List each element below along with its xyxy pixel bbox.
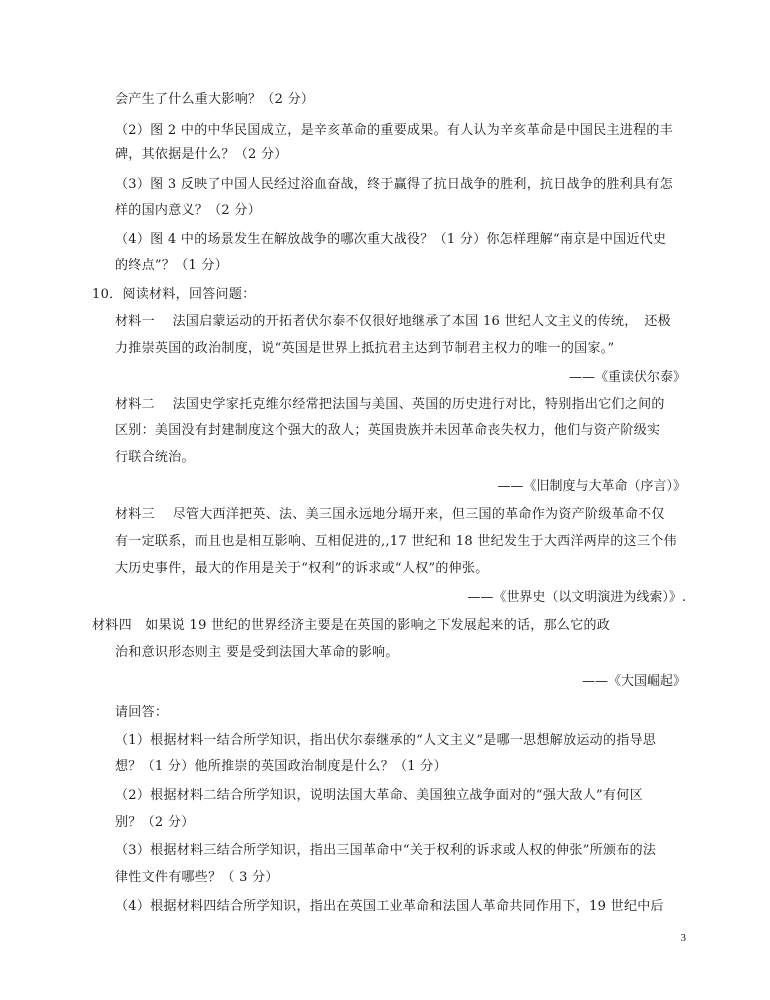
question-10-heading: 10．阅读材料，回答问题： [92, 287, 256, 302]
text-line: 治和意识形态则主 要是受到法国大革命的影响。 [115, 645, 399, 660]
text-line: 有一定联系，而且也是相互影响、互相促进的,,17 世纪和 18 世纪发生于大西洋两岸的这三个伟 [115, 534, 677, 549]
text-line: （4）图 4 中的场景发生在解放战争的哪次重大战役？（1 分）你怎样理解“南京是中国近代史 [115, 232, 667, 247]
text-line: （3）图 3 反映了中国人民经过浴血奋战，终于赢得了抗日战争的胜利，抗日战争的胜利具有怎 [115, 177, 674, 192]
text-line: （3）根据材料三结合所学知识，指出三国革命中“关于权利的诉求或人权的伸张”所颁布的法 [115, 843, 657, 858]
text-line: 样的国内意义？（2 分） [115, 203, 262, 218]
source-citation: ——《大国崛起》 [581, 674, 686, 689]
text-line: 行联合统治。 [115, 450, 195, 465]
answer-prompt: 请回答： [115, 705, 169, 720]
text-line: 区别：美国没有封建制度这个强大的敌人；英国贵族并未因革命丧失权力，他们与资产阶级实 [115, 423, 661, 438]
source-citation: ——《旧制度与大革命（序言）》 [497, 479, 686, 494]
text-line: 碑，其依据是什么？（2 分） [115, 147, 288, 162]
text-line: 会产生了什么重大影响？（2 分） [115, 92, 315, 107]
source-citation: ——《世界史（以文明演进为线索）》. [467, 590, 686, 605]
text-line: （2）根据材料二结合所学知识，说明法国大革命、美国独立战争面对的“强大敌人”有何区 [115, 788, 643, 803]
text-line: 材料二 法国史学家托克维尔经常把法国与美国、英国的历史进行对比，特别指出它们之间的 [115, 397, 665, 412]
text-line: （1）根据材料一结合所学知识，指出伏尔泰继承的“人文主义”是哪一思想解放运动的指导思 [115, 733, 657, 748]
text-line: 别？（2 分） [115, 815, 195, 830]
text-line: 律性文件有哪些？（ 3 分） [115, 870, 279, 885]
source-citation: ——《重读伏尔泰》 [568, 370, 686, 385]
text-line: 的终点”？（1 分） [115, 258, 229, 273]
text-line: （4）根据材料四结合所学知识，指出在英国工业革命和法国人革命共同作用下，19 世纪中后 [115, 899, 664, 914]
text-line: 材料三 尽管大西洋把英、法、美三国永远地分塥开来，但三国的革命作为资产阶级革命不仅 [115, 507, 665, 522]
page-number: 3 [680, 932, 686, 944]
text-line: （2）图 2 中的中华民国成立，是辛亥革命的重要成果。有人认为辛亥革命是中国民主进程的丰 [115, 123, 674, 138]
text-line: 材料一 法国启蒙运动的开拓者伏尔泰不仅很好地继承了本国 16 世纪人文主义的传统， 还极 [115, 314, 671, 329]
text-line: 材料四 如果说 19 世纪的世界经济主要是在英国的影响之下发展起来的话，那么它的政 [92, 618, 611, 633]
text-line: 想？（1 分）他所推崇的英国政治制度是什么？（1 分） [115, 759, 447, 774]
text-line: 力推崇英国的政治制度，说“英国是世界上抵抗君主达到节制君主权力的唯一的国家。” [115, 341, 615, 356]
text-line: 大历史事件，最大的作用是关于“权利”的诉求或“人权”的伸张。 [115, 561, 489, 576]
